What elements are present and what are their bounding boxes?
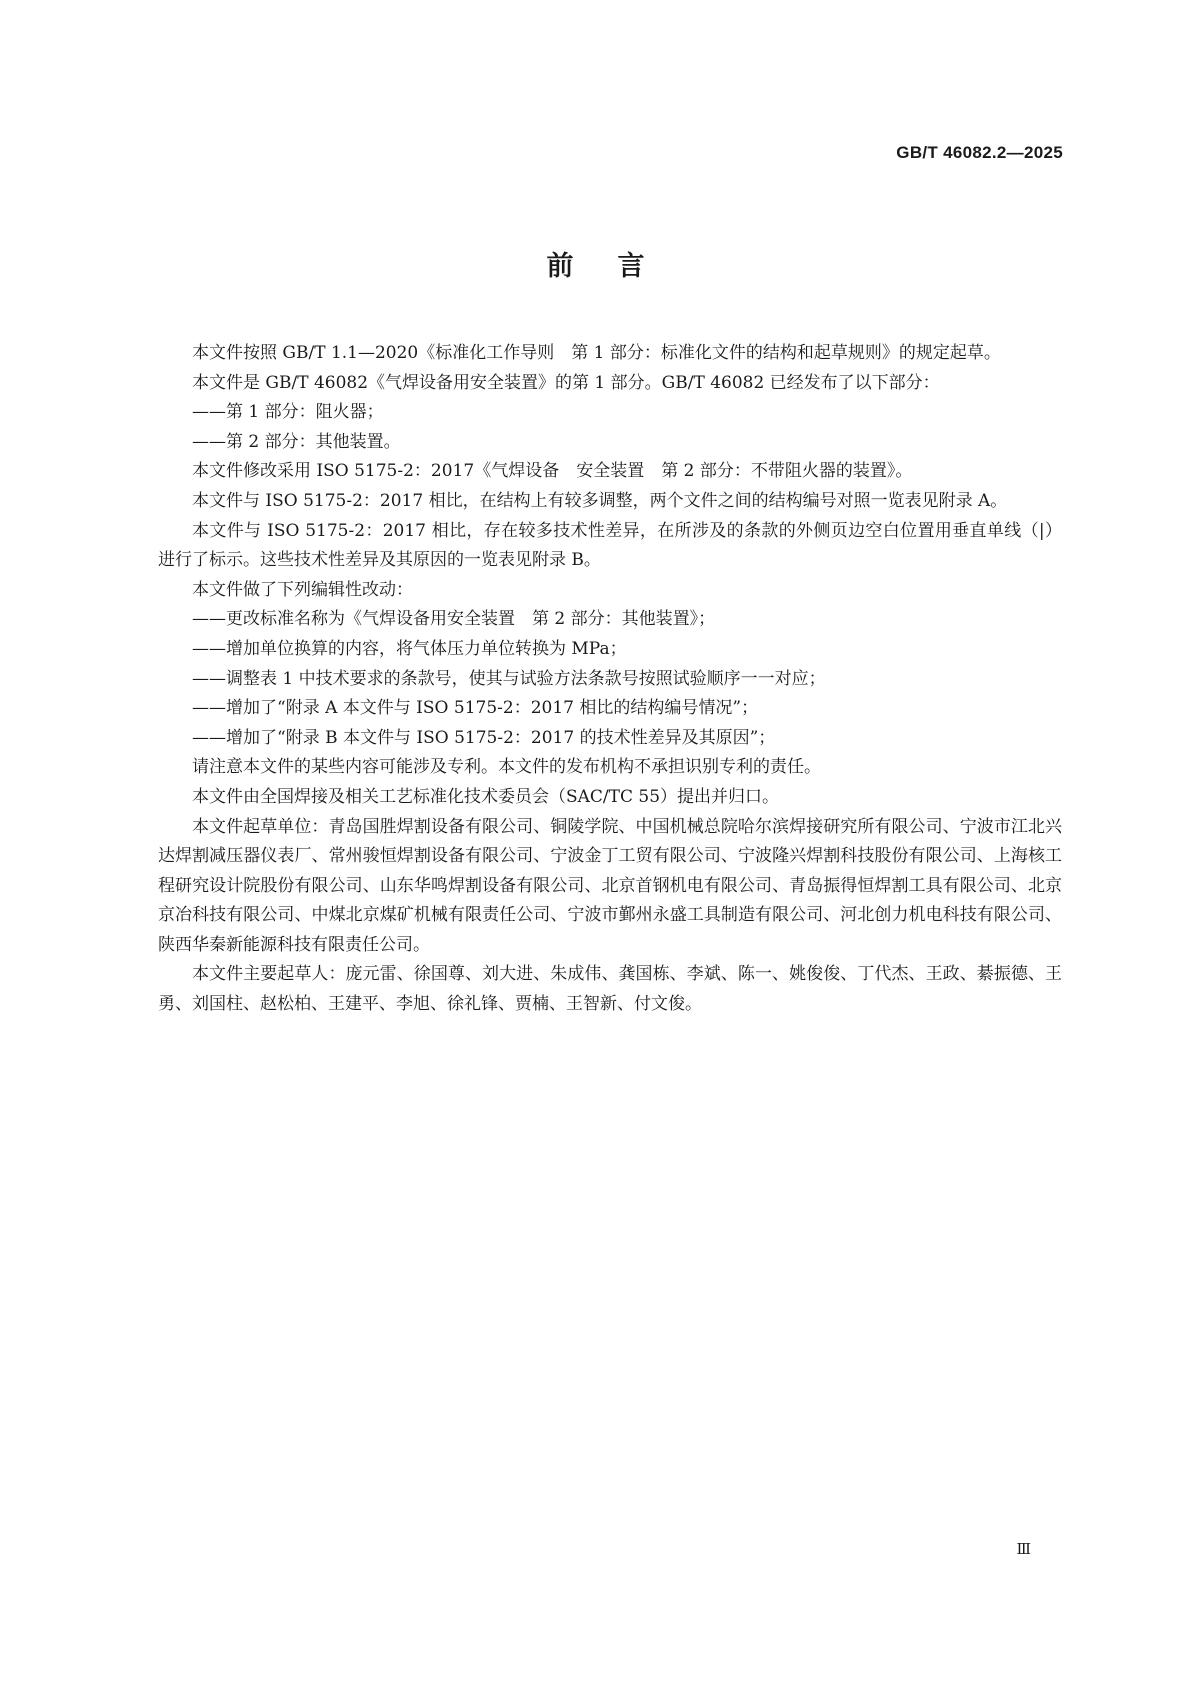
list-item-part-2: ——第 2 部分：其他装置。 — [192, 431, 401, 452]
paragraph-technical-differences: 本文件与 ISO 5175-2：2017 相比，存在较多技术性差异，在所涉及的条款的外侧页边空白位置用垂直单线（|）进行了标示。这些技术性差异及其原因的一览表见附录 B。 — [158, 520, 1062, 571]
foreword-body — [158, 339, 1062, 1020]
paragraph-patent-notice: 请注意本文件的某些内容可能涉及专利。本文件的发布机构不承担识别专利的责任。 — [192, 757, 821, 778]
paragraph-editorial-changes: 本文件做了下列编辑性改动： — [192, 579, 413, 600]
list-item-part-1: ——第 1 部分：阻火器； — [192, 402, 384, 423]
paragraph-series-intro: 本文件是 GB/T 46082《气焊设备用安全装置》的第 1 部分。GB/T 46082 已经发布了以下部分： — [192, 372, 940, 393]
list-item-edit-clauses: ——调整表 1 中技术要求的条款号，使其与试验方法条款号按照试验顺序一一对应； — [192, 668, 826, 689]
standard-number: GB/T 46082.2—2025 — [896, 143, 1063, 162]
paragraph-adoption: 本文件修改采用 ISO 5175-2：2017《气焊设备 安全装置 第 2 部分：不带阻火器的装置》。 — [192, 461, 913, 482]
paragraph-drafting-rules: 本文件按照 GB/T 1.1—2020《标准化工作导则 第 1 部分：标准化文件的结构和起草规则》的规定起草。 — [192, 343, 1001, 363]
list-item-edit-units: ——增加单位换算的内容，将气体压力单位转换为 MPa； — [192, 638, 627, 659]
paragraph-drafters: 本文件主要起草人：庞元雷、徐国尊、刘大进、朱成伟、龚国栋、李斌、陈一、姚俊俊、丁代杰、王政、綦振德、王勇、刘国柱、赵松柏、王建平、李旭、徐礼锋、贾楠、王智新、付文俊。 — [158, 964, 1062, 1015]
page-title: 前言 — [546, 251, 689, 282]
page-number: Ⅲ — [1016, 1540, 1031, 1558]
list-item-edit-name: ——更改标准名称为《气焊设备用安全装置 第 2 部分：其他装置》； — [192, 609, 716, 630]
list-item-edit-annex-a: ——增加了“附录 A 本文件与 ISO 5175-2：2017 相比的结构编号情况”； — [192, 698, 759, 719]
paragraph-proposer: 本文件由全国焊接及相关工艺标准化技术委员会（SAC/TC 55）提出并归口。 — [192, 786, 780, 807]
paragraph-drafting-units: 本文件起草单位：青岛国胜焊割设备有限公司、铜陵学院、中国机械总院哈尔滨焊接研究所有限公司、宁波市江北兴达焊割减压器仪表厂、常州骏恒焊割设备有限公司、宁波金丁工贸有限公司、宁波隆兴焊割科技股份有限公司、上海核工程研究设计院股份有限公司、山东华鸣焊割设备有限公司、北京首钢机电有限公司、青岛振得恒焊割工具有限公司、北京京冶科技有限公司、中煤北京煤矿机械有限责任公司、宁波市鄞州永盛工具制造有限公司、河北创力机电科技有限公司、陕西华秦新能源科技有限责任公司。 — [158, 816, 1062, 955]
list-item-edit-annex-b: ——增加了“附录 B 本文件与 ISO 5175-2：2017 的技术性差异及其原因”； — [192, 727, 776, 748]
paragraph-structure-changes: 本文件与 ISO 5175-2：2017 相比，在结构上有较多调整，两个文件之间的结构编号对照一览表见附录 A。 — [192, 490, 1008, 511]
